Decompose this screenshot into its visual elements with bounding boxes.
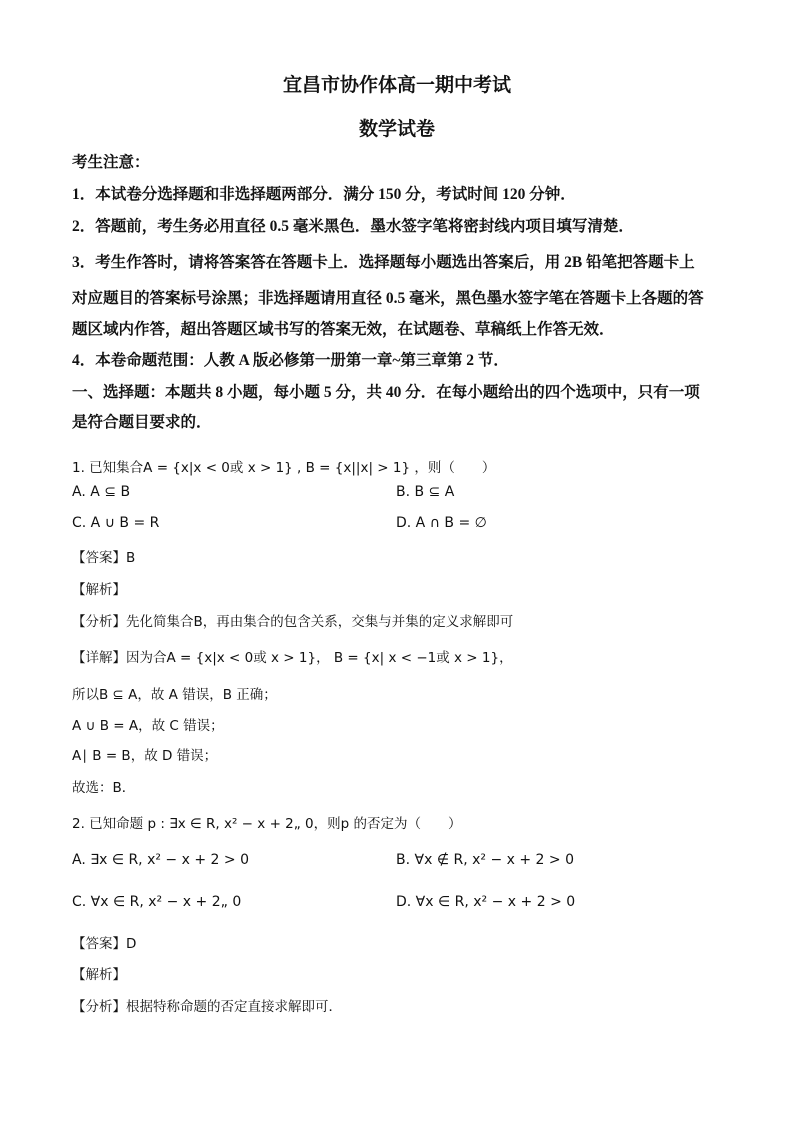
notice-item-2: 2．答题前，考生务必用直径 0.5 毫米黑色．墨水签字笔将密封线内项目填写清楚． — [72, 218, 634, 235]
question-2-analysis-label: 【解析】 — [72, 967, 126, 983]
question-2-option-d: D. ∀x ∈ R, x² − x + 2 > 0 — [396, 894, 576, 910]
question-1-analysis: 【分析】先化简集合B，再由集合的包含关系，交集与并集的定义求解即可 — [72, 614, 514, 630]
question-1-detail-line-1: 所以B ⊆ A，故 A 错误，B 正确； — [72, 687, 277, 703]
notice-item-3: 3．考生作答时，请将答案答在答题卡上．选择题每小题选出答案后，用 2B 铅笔把答题卡上 — [72, 254, 695, 271]
question-1-option-b: B. B ⊆ A — [396, 484, 455, 500]
notice-heading: 考生注意： — [72, 154, 150, 171]
section-heading-line-2: 是符合题目要求的． — [72, 414, 212, 431]
notice-item-3-line-3: 题区域内作答，超出答题区域书写的答案无效，在试题卷、草稿纸上作答无效． — [72, 321, 615, 338]
question-2-answer: 【答案】D — [72, 936, 137, 952]
notice-item-4: 4．本卷命题范围：人教 A 版必修第一册第一章~第三章第 2 节． — [72, 352, 509, 369]
question-2-option-c: C. ∀x ∈ R, x² − x + 2„ 0 — [72, 894, 242, 910]
question-1-detail-line-4: 故选：B． — [72, 780, 136, 796]
question-2-option-a: A. ∃x ∈ R, x² − x + 2 > 0 — [72, 852, 249, 868]
question-1-stem: 1. 已知集合A = {x|x < 0或 x > 1} , B = {x||x| > 1} ，则（ ） — [72, 460, 496, 476]
question-1-option-a: A. A ⊆ B — [72, 484, 131, 500]
exam-subtitle: 数学试卷 — [358, 119, 435, 140]
question-2-analysis: 【分析】根据特称命题的否定直接求解即可． — [72, 999, 342, 1015]
question-1-detail: 【详解】因为合A = {x|x < 0或 x > 1}， B = {x| x < −1或 x > 1}， — [72, 650, 513, 666]
question-1-option-c: C. A ∪ B = R — [72, 515, 160, 531]
question-1-detail-line-3: A∣ B = B，故 D 错误； — [72, 748, 218, 764]
question-1-option-d: D. A ∩ B = ∅ — [396, 515, 487, 531]
notice-item-3-line-2: 对应题目的答案标号涂黑；非选择题请用直径 0.5 毫米，黑色墨水签字笔在答题卡上各题的答 — [72, 290, 704, 307]
question-1-answer: 【答案】B — [72, 550, 136, 566]
notice-item-1: 1．本试卷分选择题和非选择题两部分．满分 150 分，考试时间 120 分钟． — [72, 186, 576, 203]
section-heading: 一、选择题：本题共 8 小题，每小题 5 分，共 40 分．在每小题给出的四个选项中，只有一项 — [72, 384, 700, 401]
exam-title: 宜昌市协作体高一期中考试 — [282, 75, 511, 96]
question-1-analysis-label: 【解析】 — [72, 582, 126, 598]
question-2-option-b: B. ∀x ∉ R, x² − x + 2 > 0 — [396, 852, 574, 868]
question-1-detail-line-2: A ∪ B = A，故 C 错误； — [72, 718, 224, 734]
question-2-stem: 2. 已知命题 p : ∃x ∈ R, x² − x + 2„ 0，则p 的否定为（ ） — [72, 816, 462, 832]
